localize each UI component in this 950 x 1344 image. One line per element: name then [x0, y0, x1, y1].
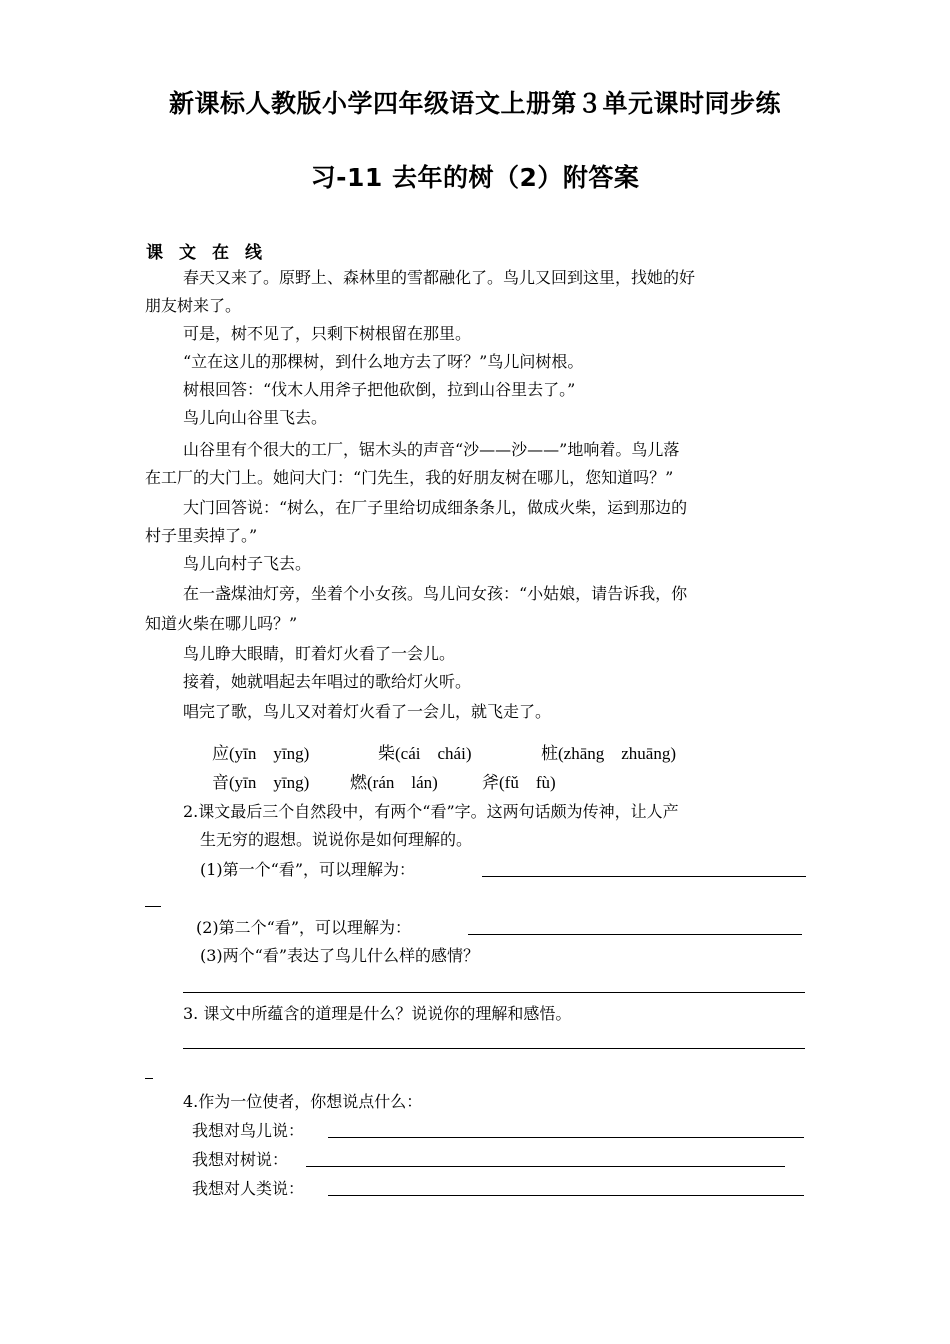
passage-line: 春天又来了。原野上、森林里的雪都融化了。鸟儿又回到这里，找她的好	[183, 268, 696, 287]
question-2-text: 2.课文最后三个自然段中，有两个“看”字。这两句话颇为传神，让人产	[183, 802, 679, 821]
passage-line: 可是，树不见了，只剩下树根留在那里。	[183, 324, 472, 343]
pinyin-item: 桩(zhāng zhuāng)	[541, 744, 677, 763]
answer-line[interactable]	[328, 1137, 804, 1138]
passage-line: 在工厂的大门上。她问大门：“门先生，我的好朋友树在哪儿，您知道吗？”	[145, 468, 674, 487]
question-2-text: 生无穷的遐想。说说你是如何理解的。	[200, 830, 473, 849]
passage-line: 村子里卖掉了。”	[145, 526, 258, 545]
passage-line: 朋友树来了。	[145, 296, 242, 315]
passage-line: 唱完了歌，鸟儿又对着灯火看了一会儿，就飞走了。	[183, 702, 552, 721]
answer-line[interactable]	[183, 992, 805, 993]
question-4-tree-label: 我想对树说：	[192, 1150, 289, 1169]
question-4-text: 4.作为一位使者，你想说点什么：	[183, 1092, 423, 1111]
answer-line-tail	[145, 906, 161, 907]
passage-line: “立在这儿的那棵树，到什么地方去了呀？”鸟儿问树根。	[183, 352, 584, 371]
answer-line[interactable]	[468, 934, 802, 935]
pinyin-item: 燃(rán lán)	[350, 773, 438, 792]
answer-line[interactable]	[306, 1166, 785, 1167]
question-2-2-label: (2)第二个“看”，可以理解为：	[196, 918, 412, 937]
pinyin-item: 音(yīn yīng)	[212, 773, 310, 792]
question-4-bird-label: 我想对鸟儿说：	[192, 1121, 305, 1140]
answer-line[interactable]	[482, 876, 806, 877]
answer-line-tail	[145, 1078, 153, 1079]
question-2-1-label: (1)第一个“看”，可以理解为：	[200, 860, 416, 879]
page-title-line-2: 习-11 去年的树（2）附答案	[310, 163, 640, 192]
page-title-line-1: 新课标人教版小学四年级语文上册第３单元课时同步练	[168, 89, 781, 118]
passage-line: 山谷里有个很大的工厂，锯木头的声音“沙——沙——”地响着。鸟儿落	[183, 440, 680, 459]
passage-line: 树根回答：“伐木人用斧子把他砍倒，拉到山谷里去了。”	[183, 380, 576, 399]
passage-line: 鸟儿睁大眼睛，盯着灯火看了一会儿。	[183, 644, 456, 663]
passage-line: 鸟儿向村子飞去。	[183, 554, 312, 573]
passage-line: 在一盏煤油灯旁，坐着个小女孩。鸟儿问女孩：“小姑娘，请告诉我，你	[183, 584, 688, 603]
passage-line: 鸟儿向山谷里飞去。	[183, 408, 328, 427]
question-3-text: 3. 课文中所蕴含的道理是什么？说说你的理解和感悟。	[183, 1004, 572, 1023]
section-heading: 课文在线	[146, 243, 278, 263]
question-4-people-label: 我想对人类说：	[192, 1179, 305, 1198]
passage-line: 大门回答说：“树么，在厂子里给切成细条条儿，做成火柴，运到那边的	[183, 498, 688, 517]
passage-line: 接着，她就唱起去年唱过的歌给灯火听。	[183, 672, 472, 691]
pinyin-item: 应(yīn yīng)	[212, 744, 310, 763]
passage-line: 知道火柴在哪儿吗？”	[145, 614, 298, 633]
answer-line[interactable]	[183, 1048, 805, 1049]
answer-line[interactable]	[328, 1195, 804, 1196]
question-2-3-label: (3)两个“看”表达了鸟儿什么样的感情？	[200, 946, 480, 965]
pinyin-item: 斧(fǔ fù)	[482, 773, 556, 792]
pinyin-item: 柴(cái chái)	[378, 744, 472, 763]
